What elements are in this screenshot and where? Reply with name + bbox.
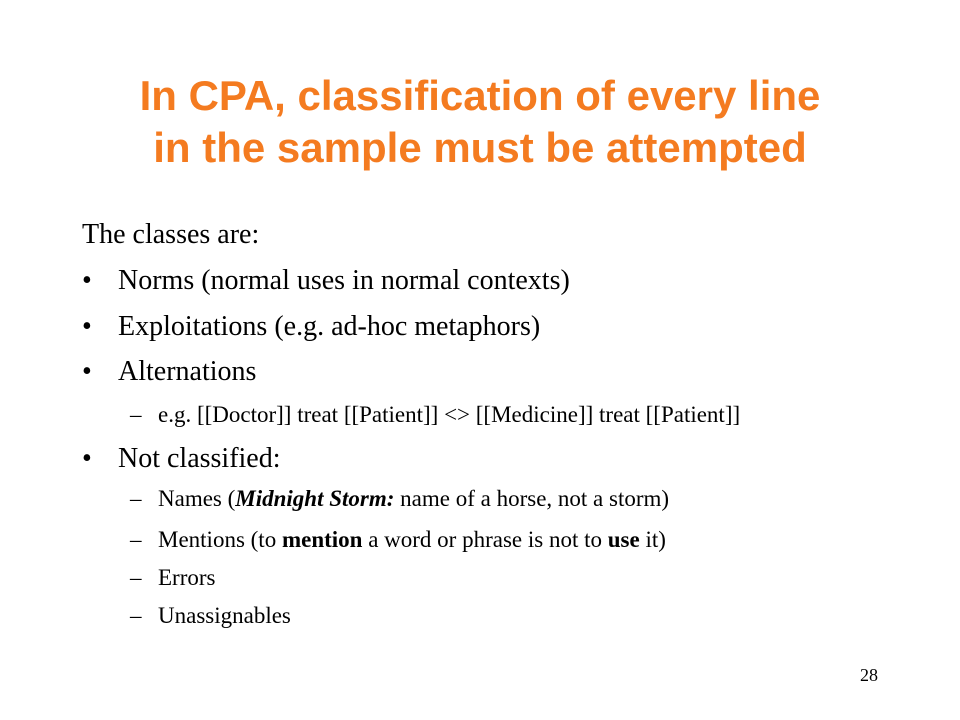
page-number: 28 (860, 665, 878, 685)
bullet-icon: • (82, 356, 92, 387)
bullet-text: Not classified: (118, 443, 281, 474)
names-suffix: name of a horse, not a storm) (394, 486, 670, 511)
mentions-bold-use: use (607, 527, 640, 552)
slide-title-line-2: in the sample must be attempted (153, 124, 807, 171)
dash-icon: – (130, 603, 142, 628)
sub-item-text: Errors (158, 565, 216, 590)
sub-item-text: Unassignables (158, 603, 291, 628)
sub-item-text (158, 485, 669, 513)
mentions-suffix: it) (639, 527, 666, 552)
dash-icon: – (130, 565, 142, 590)
mentions-bold-mention: mention (281, 527, 363, 552)
bullet-text: Norms (normal uses in normal contexts) (118, 265, 570, 296)
sub-item-text (158, 526, 666, 554)
dash-icon: – (130, 486, 142, 511)
intro-text: The classes are: (82, 219, 260, 250)
dash-icon: – (130, 527, 142, 552)
slide-title (40, 70, 920, 174)
bullet-icon: • (82, 443, 92, 474)
sub-item-text: e.g. [[Doctor]] treat [[Patient]] <> [[Medicine]] treat [[Patient]] (158, 402, 741, 427)
bullet-icon: • (82, 311, 92, 342)
bullet-icon: • (82, 265, 92, 296)
bullet-text: Exploitations (e.g. ad-hoc metaphors) (118, 311, 541, 342)
mentions-middle: a word or phrase is not to (362, 527, 608, 552)
dash-icon: – (130, 402, 142, 427)
names-prefix: Names ( (158, 486, 236, 511)
bullet-text: Alternations (118, 356, 257, 387)
mentions-prefix: Mentions (to (158, 527, 282, 552)
slide-title-line-1: In CPA, classification of every line (139, 72, 821, 119)
names-example: Midnight Storm: (235, 486, 395, 511)
